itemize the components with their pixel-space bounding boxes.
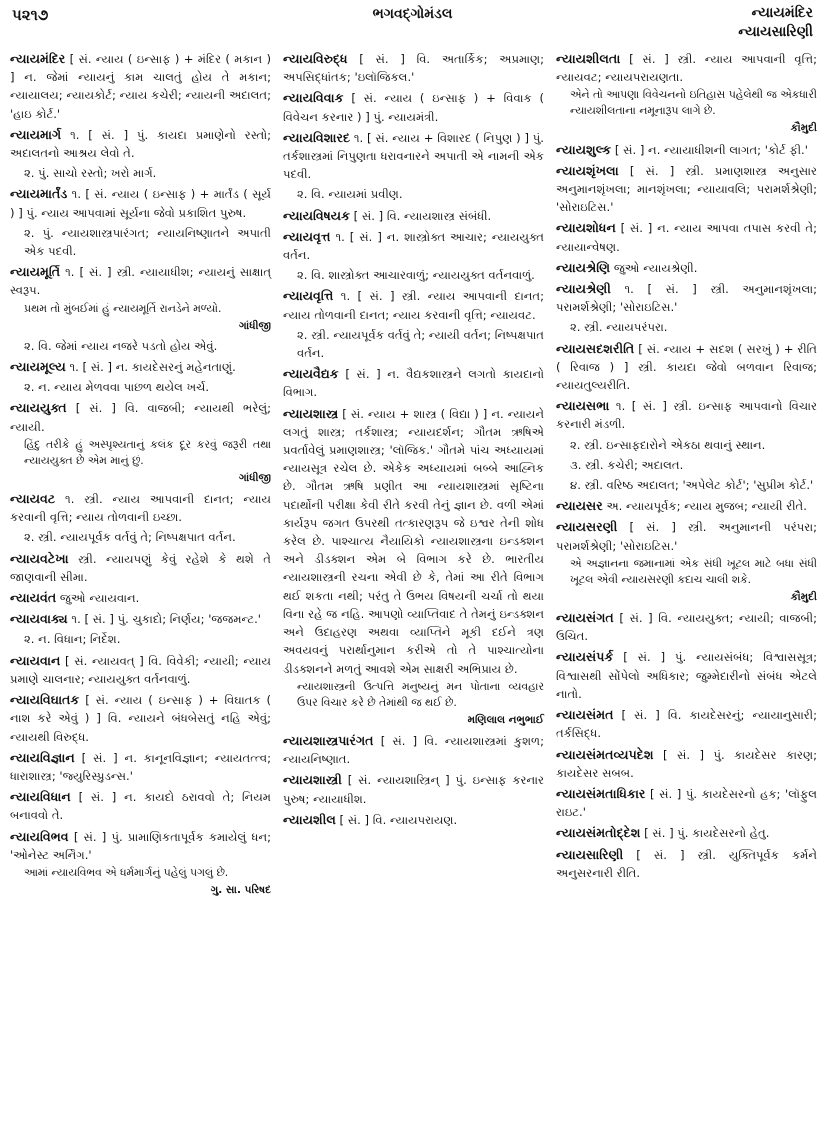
entry-definition: [ સં. ] સ્ત્રી. પ્રમાણશાસ્ત્ર અનુસાર અનુમાનશૃંખલા; માનશૃંખલા; ન્યાયાવલિ; પરામર્શશ્રેણી; 'સોરાઇટિસ.'	[556, 163, 817, 215]
entry-headword: ન્યાયસંમતવ્યપદેશ	[556, 746, 654, 762]
dictionary-entry	[556, 609, 817, 645]
entry-definition: ૧. [ સં. ] ન. કાયદેસરનું મહેનતાણું.	[69, 360, 236, 375]
entry-headword: ન્યાયસરણી	[556, 519, 618, 535]
entry-definition: [ સં. ] વિ. કાયદેસરનું; ન્યાયાનુસારી; તર્કસિદ્ધ.	[556, 708, 818, 741]
entry-sense: ૨. વિ. જેમાં ન્યાય નજરે પડતો હોય એવું.	[24, 338, 218, 353]
dictionary-entry	[556, 824, 817, 842]
entry-definition: [ સં. ન્યાય + સદશ ( સરખું ) + રીતિ ( રિવાજ ) ] સ્ત્રી. કાયદા જેવો બળવાન રિવાજ; ન્યાયતુલ્યરીતિ.	[556, 341, 817, 393]
entry-definition: સ્ત્રી. ન્યાયપણું કેવું રહેશે કે થશે તે જાણવાની સીમા.	[10, 551, 271, 584]
dictionary-entry	[283, 287, 544, 362]
entry-headword: ન્યાયવિજ્ઞાન	[10, 749, 75, 765]
dictionary-entry	[556, 706, 817, 742]
entry-definition: [ સં. ] સ્ત્રી. યુક્તિપૂર્વક કર્મને અનુસરનારી રીતિ.	[556, 847, 817, 880]
entry-headword: ન્યાયશીલતા	[556, 51, 621, 66]
dictionary-entry	[556, 162, 817, 217]
entry-headword: ન્યાયયુક્ત	[10, 400, 67, 416]
entry-definition: [ સં. ] પું. કાયદેસરનો હેતુ.	[644, 826, 770, 841]
entry-definition: [ સં. ] ન. વૈદ્યકશાસ્ત્રને લગતો કાયદાનો વિભાગ.	[283, 367, 545, 400]
entry-headword: ન્યાયસંમતોદ્દેશ	[556, 825, 641, 841]
entry-definition: [ સં. ન્યાયવત્ ] વિ. વિવેકી; ન્યાયી; ન્યાય પ્રમાણે ચાલનાર; ન્યાયયુક્ત વર્તનવાળું.	[10, 653, 271, 686]
entry-headword: ન્યાયવૈદ્યક	[283, 366, 339, 382]
dictionary-entry	[283, 405, 544, 729]
entry-quotation: આમાં ન્યાયવિભવ એ ધર્મમાર્ગનું પહેલું પગલું છે.	[24, 865, 229, 879]
entry-headword: ન્યાયવૃત્ત	[283, 228, 331, 244]
entry-headword: ન્યાયસંમતાધિકાર	[556, 785, 646, 801]
entry-headword: ન્યાયશુલ્ક	[556, 141, 612, 157]
entry-definition: [ સં. ન્યાય ( ઇન્સાફ ) + વિવાક ( વિવેચન કરનાર ) ] પું. ન્યાયમંત્રી.	[283, 91, 545, 124]
dictionary-entry	[283, 228, 544, 285]
entry-headword: ન્યાયવાક્ય	[10, 611, 68, 627]
entry-sense: ૨. સ્ત્રી. ન્યાયપરંપરા.	[570, 320, 668, 335]
entry-sense: ૪. સ્ત્રી. વરિષ્ઠ અદાલત; 'અપેલેટ કોર્ટ'; 'સુપ્રીમ કોર્ટ.'	[570, 478, 814, 493]
entry-sense: ૨. ન. વિધાન; નિર્દેશ.	[24, 632, 121, 647]
entry-definition: [ સં. ન્યાય ( ઇન્સાફ ) + વિઘાતક ( નાશ કરે એવું ) ] વિ. ન્યાયને બંધબેસતું નહિ એવું; ન્યાયથી વિરુદ્ધ.	[10, 693, 272, 744]
quotation-source: કૌમુદી	[790, 122, 817, 135]
entry-sense: ૨. પું. સાચો રસ્તો; ખરો માર્ગ.	[24, 166, 157, 181]
entry-headword: ન્યાયવૃત્તિ	[283, 288, 334, 304]
entry-headword: ન્યાયશોધન	[556, 220, 616, 236]
entry-headword: ન્યાયસર	[556, 498, 603, 514]
entry-quotation: હિંદુ તરીકે હું અસ્પૃશ્યતાનું કલંક દૂર કરવું જરૂરી તથા ન્યાયયુક્ત છે એમ માનું છું.	[24, 437, 271, 467]
entry-definition: [ સં. ] વિ. ન્યાયપરાયણ.	[339, 812, 458, 827]
book-title: ભગવદ્ગોમંડલ	[372, 6, 453, 22]
entry-headword: ન્યાયસદશરીતિ	[556, 340, 635, 356]
entry-definition: [ સં. ] ન. કાનૂનવિજ્ઞાન; ન્યાયતત્ત્વ; ધારાશાસ્ત્ર; 'જ્યુરિસ્પ્રુડન્સ.'	[10, 750, 272, 783]
entry-headword: ન્યાયમંદિર	[10, 51, 66, 66]
entry-definition: ૧. [ સં. ] સ્ત્રી. ન્યાય આપવાની દાનત; ન્યાય તોળવાની દાનત; ન્યાય કરવાની વૃત્તિ; ન્યાયવટ.	[283, 289, 545, 322]
entry-quotation: ન્યાયશાસ્ત્રની ઉત્પત્તિ મનુષ્યનું મન પોતાના વ્યવહાર ઉપર વિચાર કરે છે તેમાંથી જ થઈ છે.	[297, 679, 544, 709]
dictionary-entry	[10, 691, 271, 746]
entry-definition: ૧. [ સં. ] સ્ત્રી. ઇન્સાફ આપવાનો વિચાર કરનારી મંડળી.	[556, 399, 817, 432]
entry-definition: [ સં. ન્યાય + શાસ્ત્ર ( વિદ્યા ) ] ન. ન્યાયને લગતું શાસ્ત્ર; તર્કશાસ્ત્ર; ન્યાયદર્શન; ગૌતમ ઋષિએ પ્રવર્તાવેલું પ્રમાણશાસ્ત્ર; 'લૉજિક.' ગૌતમે પાંચ અધ્યાયમાં ન્યાયસૂત્ર રચેલ છે. એકેક અધ્યાયમાં બબ્બે આહ્નિક છે. ગૌતમ ઋષિ પ્રણીત આ ન્યાયશાસ્ત્રમાં સૃષ્ટિના પદાર્થોની પરીક્ષા કેવી રીતે કરવી તેનું જ્ઞાન છે. વળી એમાં કાર્યરૂપ જગત ઉપરથી તત્કારણરૂપ જે ઇશ્વર તેની શોધ કરેલ છે. પાશ્ચાત્ય નૈયાયિકો ન્યાયશાસ્ત્રના ઇન્ડક્શન અને ડીડક્શન એમ બે વિભાગ કરે છે. ભારતીય ન્યાયશાસ્ત્રની રચના એવી છે કે, તેમાં આ રીતે વિભાગ થઈ શકતા નથી; પરંતુ તે ઉભય વિષયની ચર્ચા તો થયા વિના રહે જ નહિ. આપણો વ્યાપ્તિવાદ તે તેમનું ઇન્ડક્શન અને ઉદાહરણ અથવા વ્યાપ્તિને મૂકી દઈને ત્રણ અવયવનું પરાર્થાનુમાન કરીએ તો તે પાશ્ચાત્યોના ડીડક્શનને મળતું આવશે એમ સાક્ષરી અભિપ્રાય છે.	[283, 406, 544, 676]
entry-definition: ૧. [ સં. ન્યાય ( ઇન્સાફ ) + માર્તંડ ( સૂર્ય ) ] પું. ન્યાય આપવામાં સૂર્યના જેવો પ્રકાશિત પુરુષ.	[10, 187, 271, 220]
dictionary-entry	[10, 126, 271, 183]
entry-sense: ૨. વિ. શાસ્ત્રોક્ત આચારવાળું; ન્યાયયુક્ત વર્તનવાળું.	[297, 268, 535, 283]
entry-sense: ૩. સ્ત્રી. કચેરી; અદાલત.	[570, 457, 684, 472]
entry-headword: ન્યાયસારિણી	[556, 846, 624, 862]
quotation-source: ગાંધીજી	[239, 319, 271, 332]
guide-words	[738, 4, 813, 42]
dictionary-entry	[10, 185, 271, 260]
entry-sense: ૨. ન. ન્યાય મેળવવા પાછળ થયેલ ખર્ચ.	[24, 380, 210, 395]
page-number: પ૨૧૭	[12, 6, 49, 24]
dictionary-entry	[10, 828, 271, 900]
entry-definition: [ સં. ] પું. કાયદેસર કારણ; કાયદેસર સબબ.	[556, 747, 817, 780]
entry-sense: ૨. વિ. ન્યાયમાં પ્રવીણ.	[297, 187, 403, 202]
quotation-source: મણિલાલ નભુભાઈ	[467, 713, 544, 726]
quotation-source: કૌમુદી	[790, 590, 817, 603]
column-2	[283, 50, 544, 902]
dictionary-entry	[556, 50, 817, 138]
entry-definition: [ સં. ] પું. ન્યાયસંબંધ; વિશ્વાસસૂત્ર; વિશ્વાસથી સોંપેલો અધિકાર; જુમ્મેદારીનો સંબંધ એટલે નાતો.	[556, 650, 817, 701]
dictionary-entry	[283, 732, 544, 768]
entry-headword: ન્યાયશ્રેણિ	[556, 259, 611, 275]
entry-sense: ૨. સ્ત્રી. ઇન્સાફદારોને એકઠા થવાનું સ્થાન.	[570, 437, 766, 452]
entry-headword: ન્યાયવિષયક	[283, 207, 350, 223]
entry-definition: ૧. [ સં. ન્યાય + વિશારદ ( નિપુણ ) ] પું. તર્કશાસ્ત્રમાં નિપુણતા ધરાવનારને અપાતી એ નામની એક પદવી.	[283, 130, 544, 182]
entry-definition: [ સં. ] વિ. ન્યાયશાસ્ત્રમાં કુશળ; ન્યાયનિષ્ણાત.	[283, 733, 545, 767]
entry-headword: ન્યાયમાર્તંડ	[10, 186, 68, 202]
entry-headword: ન્યાયવટ	[10, 491, 56, 507]
dictionary-entry	[10, 50, 271, 123]
dictionary-entry	[556, 785, 817, 821]
entry-quotation: પ્રથમ તો મુંબઈમાં હું ન્યાયમૂર્તિ રાનડેને મળ્યો.	[24, 301, 222, 315]
dictionary-entry	[10, 490, 271, 547]
entry-headword: ન્યાયશીલ	[283, 811, 336, 827]
dictionary-entry	[10, 589, 271, 607]
entry-headword: ન્યાયવિઘાતક	[10, 692, 80, 708]
entry-definition: [ સં. ] પું. પ્રામાણિકતાપૂર્વક કમાયેલું ધન; 'ઓનેસ્ટ અર્નિંગ.'	[10, 829, 271, 862]
dictionary-entry	[283, 771, 544, 807]
entry-headword: ન્યાયવંત	[10, 590, 57, 606]
entry-headword: ન્યાયવટેખા	[10, 550, 69, 566]
dictionary-entry	[556, 497, 817, 515]
entry-headword: ન્યાયશાસ્ત્રપારંગત	[283, 732, 374, 748]
dictionary-entry	[556, 141, 817, 159]
entry-definition: ૧. [ સં. ] પું. ચુકાદો; નિર્ણય; 'જજમન્ટ.'	[71, 612, 261, 627]
entry-headword: ન્યાયવિવાક	[283, 90, 344, 106]
quotation-source: ગાંધીજી	[239, 471, 271, 484]
entry-headword: ન્યાયસંગત	[556, 610, 614, 626]
entry-headword: ન્યાયમાર્ગ	[10, 126, 62, 142]
entry-definition: [ સં. ] પું. કાયદેસરનો હક; 'લૉફુલ રાઇટ.'	[556, 786, 817, 820]
dictionary-entry	[10, 610, 271, 648]
entry-definition: ૧. [ સં. ] સ્ત્રી. અનુમાનશૃંખલા; પરામર્શશ્રેણી; 'સોરાઇટિસ.'	[556, 282, 817, 315]
dictionary-columns	[10, 50, 817, 902]
column-3	[556, 50, 817, 902]
dictionary-entry	[556, 219, 817, 255]
entry-headword: ન્યાયસંમત	[556, 707, 614, 723]
entry-definition: [ સં. ] ન. ન્યાયાધીશની લાગત; 'કોર્ટ ફી.'	[614, 142, 808, 157]
entry-headword: ન્યાયશાસ્ત્રી	[283, 772, 342, 788]
dictionary-entry	[556, 259, 817, 277]
entry-quotation: એ અજ્ઞાનના જમાનામાં એક સંધી ખૂટલ માટે બધા સંધી ખૂટલ એવી ન્યાયસરણી કદાચ ચાલી શકે.	[570, 556, 817, 586]
entry-definition: ૧. [ સં. ] સ્ત્રી. ન્યાયાધીશ; ન્યાયનું સાક્ષાત્ સ્વરૂપ.	[10, 265, 272, 298]
dictionary-entry	[556, 397, 817, 494]
dictionary-entry	[556, 280, 817, 337]
entry-definition: ૧. [ સં. ] ન. શાસ્ત્રોક્ત આચાર; ન્યાયયુક્ત વર્તન.	[283, 229, 544, 263]
dictionary-entry	[10, 263, 271, 355]
dictionary-entry	[556, 648, 817, 703]
entry-definition: [ સં. ] વિ. ન્યાયયુક્ત; ન્યાયી; વાજબી; ઉચિત.	[556, 611, 817, 644]
entry-headword: ન્યાયસભા	[556, 398, 610, 414]
entry-definition: જુઓ ન્યાયશ્રેણી.	[613, 260, 698, 275]
guide-word-first: ન્યાયમંદિર	[751, 5, 813, 21]
entry-definition: જુઓ ન્યાયવાન.	[59, 591, 140, 606]
entry-headword: ન્યાયવિભવ	[10, 828, 69, 844]
entry-definition: ૧. [ સં. ] પું. કાયદા પ્રમાણેનો રસ્તો; અદાલતનો આશ્રય લેવો તે.	[10, 127, 271, 161]
dictionary-entry	[283, 207, 544, 225]
entry-definition: અ. ન્યાયપૂર્વક; ન્યાય મુજબ; ન્યાયી રીતે.	[606, 499, 807, 514]
dictionary-entry	[283, 811, 544, 829]
entry-definition: [ સં. ન્યાય ( ઇન્સાફ ) + મંદિર ( મકાન ) ] ન. જેમાં ન્યાયનું કામ ચાલતું હોય તે મકાન; ન્યાયાલય; ન્યાયકોર્ટ; ન્યાય કચેરી; ન્યાયની અદાલત; 'હાઇ કોર્ટ.'	[10, 52, 271, 121]
entry-headword: ન્યાયશ્રેણી	[556, 281, 611, 297]
dictionary-entry	[556, 846, 817, 882]
entry-definition: [ સં. ન્યાયશાસ્ત્રિન્ ] પું. ઇન્સાફ કરનાર પુરુષ; ન્યાયાધીશ.	[283, 773, 544, 806]
entry-sense: ૨. સ્ત્રી. ન્યાયપૂર્વક વર્તવું તે; નિષ્પક્ષપાત વર્તન.	[24, 530, 236, 545]
dictionary-entry	[283, 50, 544, 86]
entry-headword: ન્યાયવિરુદ્ધ	[283, 51, 348, 66]
dictionary-entry	[10, 788, 271, 824]
dictionary-entry	[556, 746, 817, 782]
entry-quotation: એને તો આપણા વિવેચનનો ઇતિહાસ પહેલેથી જ એકધારી ન્યાયશીલતાના નમૂનારૂપ લાગે છે.	[570, 88, 817, 118]
dictionary-entry	[10, 358, 271, 396]
entry-sense: ૨. પું. ન્યાયશાસ્ત્રપારંગત; ન્યાયનિષ્ણાતને અપાતી એક પદવી.	[24, 225, 271, 259]
quotation-source: ગુ. સા. પરિષદ	[210, 883, 271, 896]
entry-sense: ૨. સ્ત્રી. ન્યાયપૂર્વક વર્તવું તે; ન્યાયી વર્તન; નિષ્પક્ષપાત વર્તન.	[297, 327, 544, 361]
dictionary-entry	[556, 340, 817, 395]
entry-headword: ન્યાયવિધાન	[10, 789, 71, 805]
entry-definition: [ સં. ] સ્ત્રી. અનુમાનની પરંપરા; પરામર્શશ્રેણી; 'સોરાઇટિસ.'	[556, 520, 818, 553]
dictionary-entry	[10, 749, 271, 785]
column-1	[10, 50, 271, 902]
dictionary-entry	[283, 89, 544, 125]
entry-headword: ન્યાયમૂર્તિ	[10, 264, 61, 280]
guide-word-last: ન્યાયસારિણી	[738, 24, 813, 40]
dictionary-entry	[283, 129, 544, 204]
entry-headword: ન્યાયવિશારદ	[283, 129, 351, 145]
entry-definition: [ સં. ] ન. ન્યાય આપવા તપાસ કરવી તે; ન્યાયાન્વેષણ.	[556, 221, 818, 254]
entry-headword: ન્યાયસંપર્ક	[556, 649, 614, 665]
entry-headword: ન્યાયશાસ્ત્ર	[283, 405, 339, 421]
entry-headword: ન્યાયવાન	[10, 652, 61, 668]
entry-definition: [ સં. ] ન. કાયદો ઠરાવવો તે; નિયમ બનાવવો તે.	[10, 790, 271, 823]
entry-definition: [ સં. ] વિ. વાજબી; ન્યાયથી ભરેલું; ન્યાયી.	[10, 401, 271, 434]
entry-definition: [ સં. ] સ્ત્રી. ન્યાય આપવાની વૃત્તિ; ન્યાયવટ; ન્યાયપરાયણતા.	[556, 52, 817, 85]
dictionary-entry	[10, 550, 271, 586]
entry-definition: [ સં. ] વિ. ન્યાયશાસ્ત્ર સંબંધી.	[353, 208, 492, 223]
dictionary-entry	[556, 518, 817, 606]
entry-definition: [ સં. ] વિ. અતાર્કિક; અપ્રમાણ; અપસિદ્ધાંતક; 'ઇલૉજિકલ.'	[283, 52, 545, 85]
dictionary-entry	[10, 399, 271, 487]
entry-headword: ન્યાયશૃંખલા	[556, 162, 619, 178]
entry-definition: ૧. સ્ત્રી. ન્યાય આપવાની દાનત; ન્યાય કરવાની વૃત્તિ; ન્યાય તોળવાની ઇચ્છા.	[10, 492, 272, 525]
entry-headword: ન્યાયમૂલ્ય	[10, 359, 66, 375]
dictionary-entry	[283, 365, 544, 401]
dictionary-entry	[10, 652, 271, 688]
